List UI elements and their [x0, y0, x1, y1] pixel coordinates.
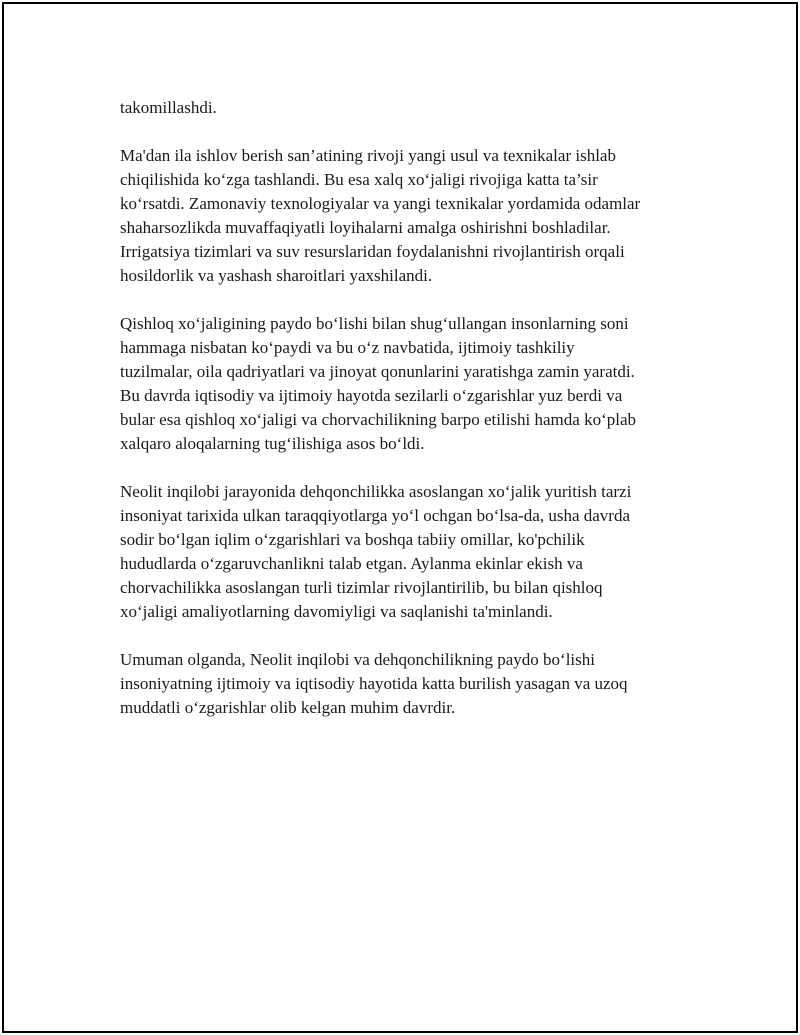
paragraph-2 [120, 144, 700, 288]
text-line: takomillashdi. [120, 98, 217, 117]
text-line: Irrigatsiya tizimlari va suv resurslaridan foydalanishni rivojlantirish orqali [120, 242, 625, 261]
text-line: hosildorlik va yashash sharoitlari yaxshilandi. [120, 266, 433, 285]
text-line: Ma'dan ila ishlov berish san’atining rivoji yangi usul va texnikalar ishlab [120, 146, 616, 165]
text-line: hammaga nisbatan ko‘paydi va bu o‘z navbatida, ijtimoiy tashkiliy [120, 338, 575, 357]
text-line: sodir bo‘lgan iqlim o‘zgarishlari va boshqa tabiiy omillar, ko'pchilik [120, 530, 585, 549]
text-line: hududlarda o‘zgaruvchanlikni talab etgan. Aylanma ekinlar ekish va [120, 554, 583, 573]
text-line: muddatli o‘zgarishlar olib kelgan muhim davrdir. [120, 698, 456, 717]
text-line: Bu davrda iqtisodiy va ijtimoiy hayotda sezilarli o‘zgarishlar yuz berdi va [120, 386, 623, 405]
text-line: tuzilmalar, oila qadriyatlari va jinoyat qonunlarini yaratishga zamin yaratdi. [120, 362, 635, 381]
paragraph-3 [120, 312, 700, 456]
text-line: Umuman olganda, Neolit inqilobi va dehqonchilikning paydo bo‘lishi [120, 650, 595, 669]
document-page [2, 2, 798, 1033]
text-line: shaharsozlikda muvaffaqiyatli loyihalarni amalga oshirishni boshladilar. [120, 218, 611, 237]
text-line: ko‘rsatdi. Zamonaviy texnologiyalar va yangi texnikalar yordamida odamlar [120, 194, 641, 213]
text-line: bular esa qishloq xo‘jaligi va chorvachilikning barpo etilishi hamda ko‘plab [120, 410, 637, 429]
text-line: insoniyat tarixida ulkan taraqqiyotlarga yo‘l ochgan bo‘lsa-da, usha davrda [120, 506, 630, 525]
paragraph-4 [120, 480, 700, 624]
paragraph-1 [120, 96, 700, 120]
text-line: xo‘jaligi amaliyotlarning davomiyligi va saqlanishi ta'minlandi. [120, 602, 553, 621]
document-body [120, 96, 700, 744]
paragraph-5 [120, 648, 700, 720]
text-line: Neolit inqilobi jarayonida dehqonchilikka asoslangan xo‘jalik yuritish tarzi [120, 482, 632, 501]
text-line: Qishloq xo‘jaligining paydo bo‘lishi bilan shug‘ullangan insonlarning soni [120, 314, 629, 333]
text-line: chiqilishida ko‘zga tashlandi. Bu esa xalq xo‘jaligi rivojiga katta ta’sir [120, 170, 598, 189]
text-line: xalqaro aloqalarning tug‘ilishiga asos bo‘ldi. [120, 434, 425, 453]
text-line: insoniyatning ijtimoiy va iqtisodiy hayotida katta burilish yasagan va uzoq [120, 674, 628, 693]
text-line: chorvachilikka asoslangan turli tizimlar rivojlantirilib, bu bilan qishloq [120, 578, 603, 597]
